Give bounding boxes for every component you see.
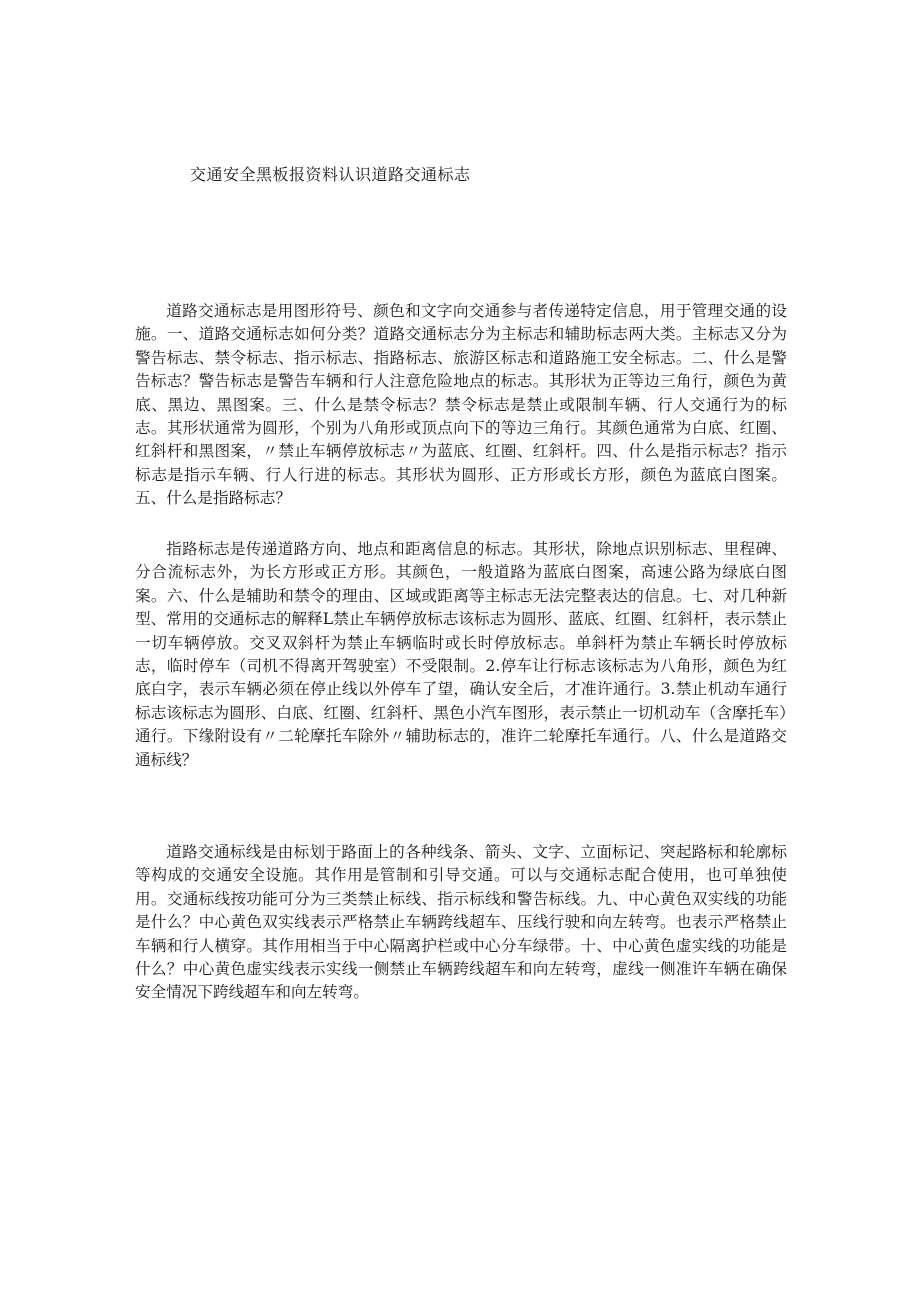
paragraph-guide-signs: 指路标志是传递道路方向、地点和距离信息的标志。其形状，除地点识别标志、里程碑、分合流标志外，为长方形或正方形。其颜色，一般道路为蓝底白图案，高速公路为绿底白图案。六、什么是辅助和禁令的理由、区域或距离等主标志无法完整表达的信息。七、对几种新型、常用的交通标志的解释L禁止车辆停放标志该标志为圆形、蓝底、红圈、红斜杆，表示禁止一切车辆停放。交叉双斜杆为禁止车辆临时或长时停放标志。单斜杆为禁止车辆长时停放标志，临时停车（司机不得离开驾驶室）不受限制。2.停车让行标志该标志为八角形，颜色为红底白字，表示车辆必须在停止线以外停车了望，确认安全后，才准许通行。3.禁止机动车通行标志该标志为圆形、白底、红圈、红斜杆、黑色小汽车图形，表示禁止一切机动车（含摩托车）通行。下缘附设有〃二轮摩托车除外〃辅助标志的，准许二轮摩托车通行。八、什么是道路交通标线？ xyxy=(135,540,787,769)
paragraph-road-markings: 道路交通标线是由标划于路面上的各种线条、箭头、文字、立面标记、突起路标和轮廓标等构成的交通安全设施。其作用是管制和引导交通。可以与交通标志配合使用，也可单独使用。交通标线按功能可分为三类禁止标线、指示标线和警告标线。九、中心黄色双实线的功能是什么？中心黄色双实线表示严格禁止车辆跨线超车、压线行驶和向左转弯。也表示严格禁止车辆和行人横穿。其作用相当于中心隔离护栏或中心分车绿带。十、中心黄色虚实线的功能是什么？中心黄色虚实线表示实线一侧禁止车辆跨线超车和向左转弯，虚线一侧准许车辆在确保安全情况下跨线超车和向左转弯。 xyxy=(135,843,787,1002)
paragraph-traffic-signs: 道路交通标志是用图形符号、颜色和文字向交通参与者传递特定信息，用于管理交通的设施。一、道路交通标志如何分类？道路交通标志分为主标志和辅助标志两大类。主标志又分为警告标志、禁令标志、指示标志、指路标志、旅游区标志和道路施工安全标志。二、什么是警告标志？警告标志是警告车辆和行人注意危险地点的标志。其形状为正等边三角行，颜色为黄底、黑边、黑图案。三、什么是禁令标志？禁令标志是禁止或限制车辆、行人交通行为的标志。其形状通常为圆形，个别为八角形或顶点向下的等边三角行。其颜色通常为白底、红圈、红斜杆和黑图案，〃禁止车辆停放标志〃为蓝底、红圈、红斜杆。四、什么是指示标志？指示标志是指示车辆、行人行进的标志。其形状为圆形、正方形或长方形，颜色为蓝底白图案。五、什么是指路标志？ xyxy=(135,302,787,508)
document-title: 交通安全黑板报资料认识道路交通标志 xyxy=(190,165,471,184)
